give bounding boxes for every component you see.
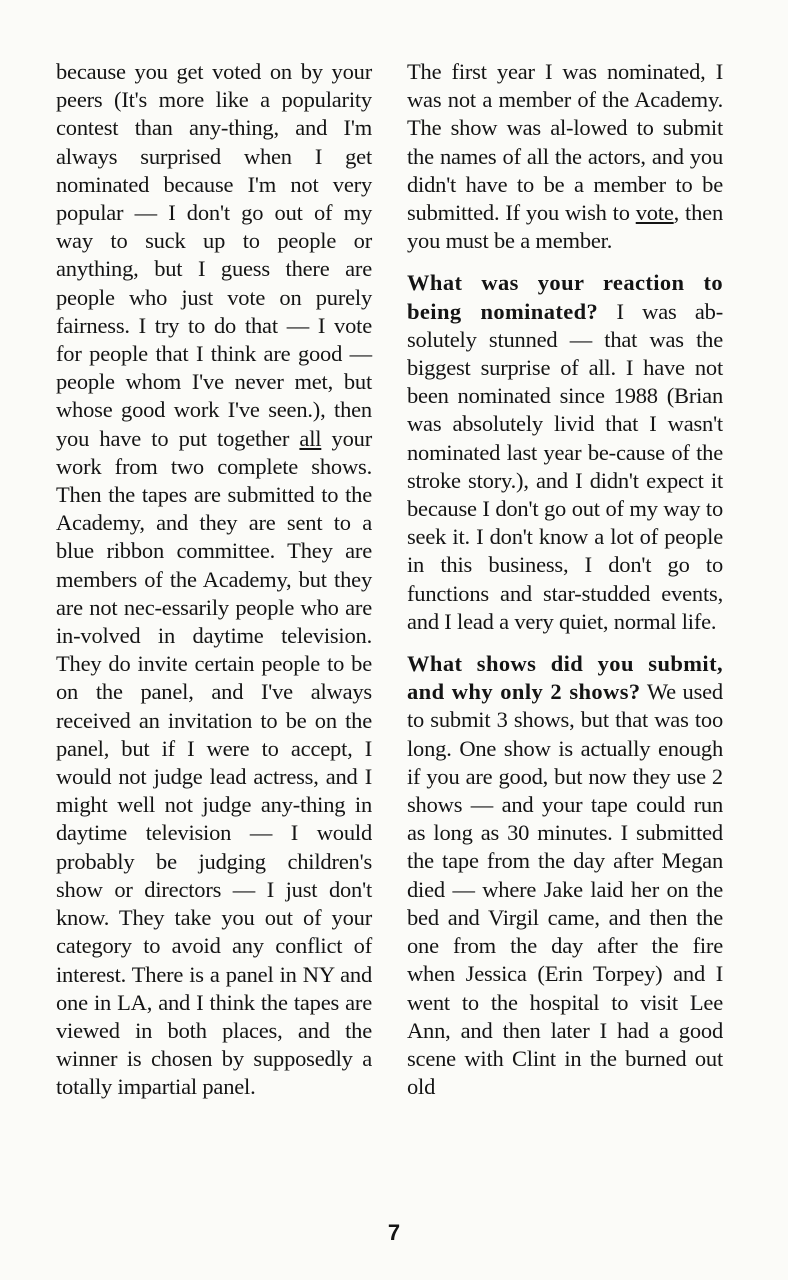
qa-shows — [407, 650, 723, 1101]
underlined-word-all: all — [299, 425, 322, 451]
right-paragraph-text-b: , then you must be a member. — [407, 200, 723, 254]
qa-reaction — [407, 269, 723, 636]
right-paragraph-text-a: The first year I was nominated, I was not a member of the Academy. The show was al-lowed to submit the names of all the actors, and you didn't have to be a member to be submitted. If you wish to — [407, 59, 723, 226]
left-paragraph-text-a: because you get voted on by your peers (It's more like a popularity contest than any-thing, and I'm always surprised when I get nominated because I'm not very popular — I don't go out of my way to suck up to people or anything, but I guess there are people who just vote on purely fairness. I try to do that — I vote for people that I think are good — people whom I've never met, but whose good work I've seen.), then you have to put together — [56, 59, 372, 451]
page-number: 7 — [387, 1220, 401, 1245]
answer-shows: We used to submit 3 shows, but that was too long. One show is actually enough if you are good, but now they use 2 shows — and your tape could run as long as 30 minutes. I submitted the tape from the day after Megan died — where Jake laid her on the bed and Virgil came, and then the one from the day after the fire when Jessica (Erin Torpey) and I went to the hospital to visit Lee Ann, and then later I had a good scene with Clint in the burned out old — [407, 679, 723, 1100]
left-paragraph-text-b: your work from two complete shows. Then the tapes are submitted to the Academy, and they are sent to a blue ribbon committee. They are members of the Academy, but they are not nec-essarily people who are in-volved in daytime television. They do invite certain people to be on the panel, and I've always received an invitation to be on the panel, but if I were to accept, I would not judge lead actress, and I might well not judge any-thing in daytime television — I would probably be judging children's show or directors — I just don't know. They take you out of your category to avoid any conflict of interest. There is a panel in NY and one in LA, and I think the tapes are viewed in both places, and the winner is chosen by supposedly a totally impartial panel. — [56, 425, 372, 1100]
right-column — [407, 58, 723, 1115]
answer-reaction: I was ab-solutely stunned — that was the biggest surprise of all. I have not been nominated since 1988 (Brian was absolutely livid that I wasn't nominated last year be-cause of the stroke story.), and I didn't expect it because I don't go out of my way to seek it. I don't know a lot of people in this business, I don't go to functions and star-studded events, and I lead a very quiet, normal life. — [407, 298, 723, 634]
left-column — [56, 58, 372, 1116]
question-reaction: What was your reaction to being nominated? — [407, 270, 723, 324]
question-shows: What shows did you submit, and why only 2 shows? — [407, 651, 723, 705]
left-paragraph — [56, 58, 372, 1102]
underlined-word-vote: vote — [635, 200, 674, 226]
right-paragraph-1 — [407, 58, 723, 255]
